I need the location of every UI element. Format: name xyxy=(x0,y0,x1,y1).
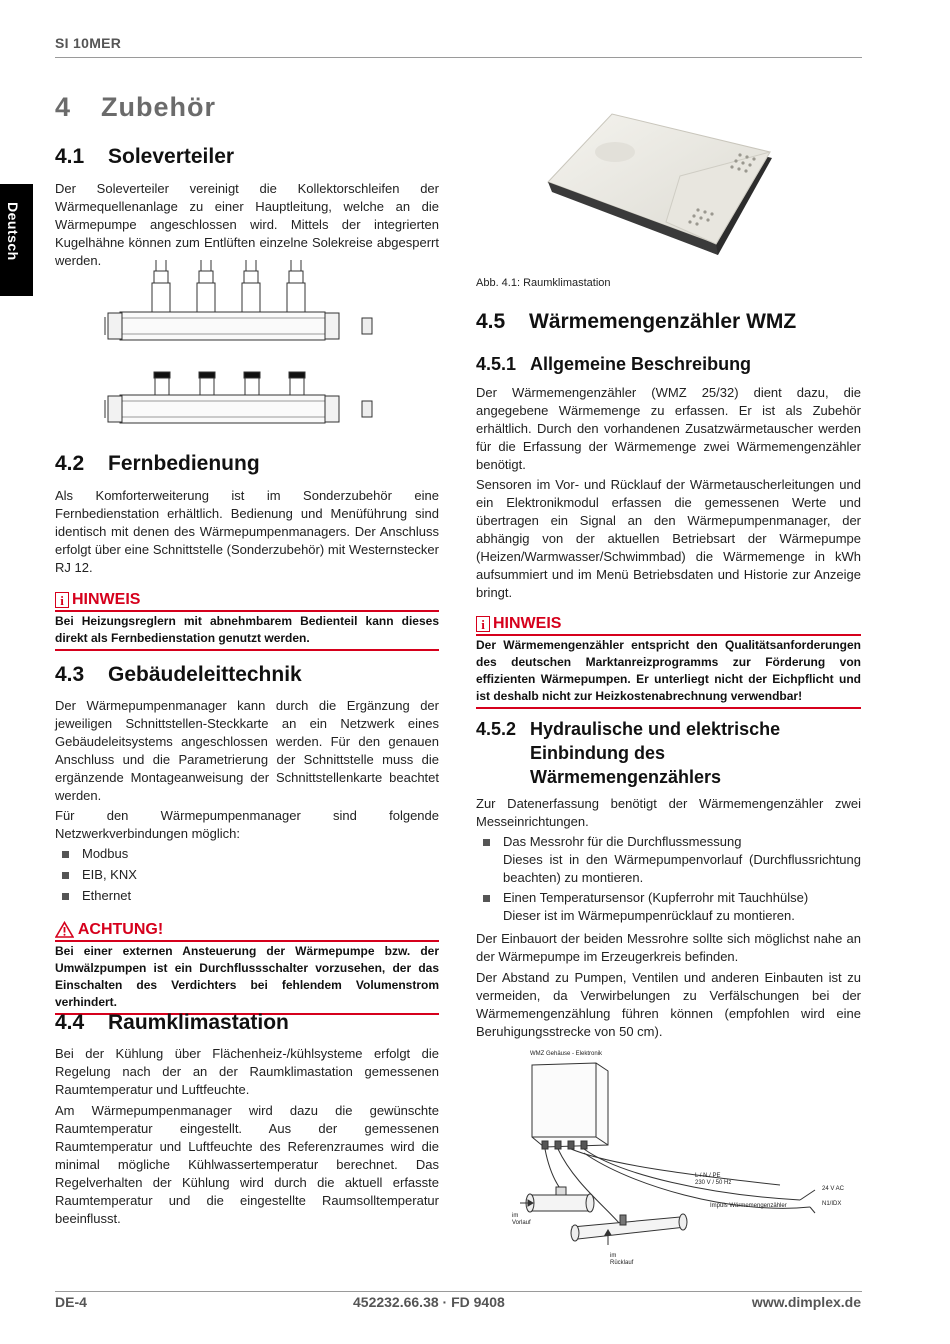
label-ruecklauf-1: im xyxy=(610,1253,617,1259)
section-4-5-1-text-1: Der Wärmemengenzähler (WMZ 25/32) dient dazu, die angegebene Wärmemenge zu erfassen. Er ist als Zubehör erhältlich. Durch den vorhandenen Zusatzwärmetauscher werden für die Erfassung der Wärmemenge zwei Wärmemengenzähler benötigt. xyxy=(476,385,861,472)
soleverteiler-drawing xyxy=(100,255,380,440)
section-4-3-text-2: Für den Wärmepumpenmanager sind folgende Netzwerkverbindungen möglich: xyxy=(55,808,439,841)
section-number: 4.5.2 xyxy=(476,719,517,739)
note-box-fernbedienung xyxy=(55,590,439,651)
warning-text: Bei einer externen Ansteuerung der Wärmepumpe bzw. der Umwälzpumpen ist ein Durchflussschalter vorzusehen, der das Einschalten des Verdichters bei fehlendem Volumenstrom verhindert. xyxy=(55,944,439,1009)
bullet-square-icon xyxy=(62,872,69,879)
note-title: HINWEIS xyxy=(493,615,562,632)
section-number: 4.1 xyxy=(55,145,85,168)
chapter-title-text: Zubehör xyxy=(101,92,216,122)
figure-4-1-caption: Abb. 4.1: Raumklimastation xyxy=(476,277,611,289)
wmz-installation-diagram xyxy=(500,1045,860,1270)
section-4-5-2-text-3: Der Abstand zu Pumpen, Ventilen und anderen Einbauten ist zu vermeiden, da Verwirbelungen zu Verfälschungen bei der Wärmemengenzählung führen können (empfohlen wird eine Beruhigungsstrecke von 50 cm). xyxy=(476,970,861,1039)
label-power: L / N / PE xyxy=(695,1173,721,1179)
label-vorlauf-2: Vorlauf xyxy=(512,1220,531,1226)
language-tab-label: Deutsch xyxy=(5,202,21,261)
section-title xyxy=(530,717,780,789)
section-title: Gebäudeleittechnik xyxy=(108,663,302,686)
section-4-5-2-text-1: Zur Datenerfassung benötigt der Wärmemengenzähler zwei Messeinrichtungen. xyxy=(476,796,861,829)
section-4-4-heading xyxy=(55,1011,439,1035)
bullet-square-icon xyxy=(483,839,490,846)
section-number: 4.3 xyxy=(55,663,85,686)
section-number: 4.2 xyxy=(55,452,85,475)
raumklimastation-image xyxy=(540,110,780,265)
running-header: SI 10MER xyxy=(55,35,122,51)
label-housing: WMZ Gehäuse - Elektronik xyxy=(530,1051,603,1057)
bullet-square-icon xyxy=(62,893,69,900)
list-item xyxy=(476,889,861,925)
section-title: Wärmemengenzähler WMZ xyxy=(529,310,797,333)
section-title-line: Wärmemengenzählers xyxy=(530,767,722,787)
section-4-1-heading xyxy=(55,145,439,169)
bullet-square-icon xyxy=(483,895,490,902)
warning-heading xyxy=(55,920,439,940)
warning-title: ACHTUNG! xyxy=(77,921,164,938)
section-4-5-heading xyxy=(476,310,861,334)
measuring-device-list xyxy=(476,833,861,925)
note-box-wmz xyxy=(476,614,861,709)
list-item-text: Einen Temperatursensor (Kupferrohr mit Tauchhülse) xyxy=(503,890,809,905)
section-title: Soleverteiler xyxy=(108,145,235,168)
label-power-2: 230 V / 50 Hz xyxy=(695,1180,732,1186)
note-heading xyxy=(476,614,861,634)
warning-triangle-icon xyxy=(55,921,74,938)
section-number: 4.5.1 xyxy=(476,354,517,374)
section-4-3-heading xyxy=(55,663,439,687)
document-number: 452232.66.38 · FD 9408 xyxy=(353,1294,505,1310)
label-vorlauf-1: im xyxy=(512,1213,519,1219)
note-heading xyxy=(55,590,439,610)
section-4-5-2-heading xyxy=(476,717,861,789)
info-icon: i xyxy=(55,592,69,608)
section-4-1-text: Der Soleverteiler vereinigt die Kollektorschleifen der Wärmequellenanlage zu einer Hauptleitung, welche an die Wärmepumpe angeschlossen wird. Mittels der integrierten Kugelhähne können zum Entlüften einzelne Solekreise abgesperrt werden. xyxy=(55,181,439,268)
label-ruecklauf-2: Rücklauf xyxy=(610,1260,634,1266)
list-item xyxy=(55,887,439,905)
note-text: Der Wärmemengenzähler entspricht den Qualitätsanforderungen des deutschen Marktanreizprogramms zur Förderung von effizienten Wärmepumpen. Er unterliegt nicht der Eichpflicht und ist deshalb nicht zur Heizkostenabrechnung verwendbar! xyxy=(476,638,861,703)
website-link[interactable]: www.dimplex.de xyxy=(751,1294,861,1310)
network-list xyxy=(55,845,439,905)
bullet-square-icon xyxy=(62,851,69,858)
label-n1: N1/IDX xyxy=(822,1201,842,1207)
label-impulse: Impuls Wärmemengenzähler xyxy=(710,1203,787,1209)
section-4-4-text-1: Bei der Kühlung über Flächenheiz-/kühlsysteme erfolgt die Regelung nach der an der Raumklimastation gemessenen Raumtemperatur und Luftfeuchte. xyxy=(55,1046,439,1097)
section-4-2-text: Als Komforterweiterung ist im Sonderzubehör eine Fernbedienstation erhältlich. Bedienung und Menüführung sind identisch mit denen des Wärmepumpenmanagers. Der Anschluss erfolgt über eine Schnittstelle (Sonderzubehör) mit Westernstecker RJ 12. xyxy=(55,488,439,575)
section-title: Raumklimastation xyxy=(108,1011,289,1034)
chapter-title xyxy=(55,92,216,123)
list-item xyxy=(476,833,861,887)
section-title: Allgemeine Beschreibung xyxy=(530,354,752,374)
page-number: DE-4 xyxy=(55,1294,87,1310)
list-item-text: Ethernet xyxy=(82,888,132,903)
section-number: 4.5 xyxy=(476,310,506,333)
section-title-line: Hydraulische und elektrische xyxy=(530,719,781,739)
footer-rule xyxy=(55,1291,862,1292)
list-item-text: Modbus xyxy=(82,846,129,861)
label-24v: 24 V AC xyxy=(822,1186,845,1192)
section-4-5-2-text-2: Der Einbauort der beiden Messrohre sollte sich möglichst nahe an der Wärmepumpe im Erzeugerkreis befinden. xyxy=(476,931,861,964)
list-item-text: Das Messrohr für die Durchflussmessung xyxy=(503,834,742,849)
list-item-text: EIB, KNX xyxy=(82,867,137,882)
section-4-2-heading xyxy=(55,452,439,476)
note-title: HINWEIS xyxy=(72,591,141,608)
list-item xyxy=(55,866,439,884)
section-4-3-text-1: Der Wärmepumpenmanager kann durch die Ergänzung der jeweiligen Schnittstellen-Steckkarte an ein Netzwerk eines Gebäudeleitsystems angeschlossen werden. Für den genauen Anschluss und die Parametrierung der Schnittstelle muss die ergänzende Montageanweisung der Schnittstellenkarte beachtet werden. xyxy=(55,698,439,803)
language-tab xyxy=(0,184,33,296)
header-rule xyxy=(55,57,862,58)
section-4-4-text-2: Am Wärmepumpenmanager wird dazu die gewünschte Raumtemperatur eingestellt. Aus der gemessenen Raumtemperatur und Luftfeuchte des Referenzraumes wird die minimal mögliche Kühlwassertemperatur berechnet. Das Regelverhalten der Kühlung wird durch die aktuell erfasste Raumtemperatur und die eingestellte Raumsolltemperatur beeinflusst. xyxy=(55,1103,439,1226)
section-4-5-1-heading xyxy=(476,352,861,376)
list-item-subtext: Dieses ist in den Wärmepumpenvorlauf (Durchflussrichtung beachten) zu montieren. xyxy=(503,852,861,885)
section-title-line: Einbindung des xyxy=(530,743,665,763)
section-title: Fernbedienung xyxy=(108,452,260,475)
list-item-subtext: Dieser ist im Wärmepumpenrücklauf zu montieren. xyxy=(503,908,795,923)
chapter-number: 4 xyxy=(55,92,72,122)
note-rule-bottom xyxy=(55,649,439,651)
list-item xyxy=(55,845,439,863)
info-icon: i xyxy=(476,616,490,632)
note-text: Bei Heizungsreglern mit abnehmbarem Bedienteil kann dieses direkt als Fernbedienstation genutzt werden. xyxy=(55,614,439,645)
warning-box xyxy=(55,920,439,1015)
section-4-5-1-text-2: Sensoren im Vor- und Rücklauf der Wärmetauscherleitungen und ein Elektronikmodul erfassen die gemessenen Werte und übertragen ein Signal an den Wärmepumpenmanager, der abhängig von der aktuellen Betriebsart der Wärmepumpe (Heizen/Warmwasser/Schwimmbad) die Wärmemenge in kWh aufsummiert und im Menü Betriebsdaten und Historie zur Anzeige bringt. xyxy=(476,477,861,600)
note-rule-bottom xyxy=(476,707,861,709)
section-number: 4.4 xyxy=(55,1011,85,1034)
